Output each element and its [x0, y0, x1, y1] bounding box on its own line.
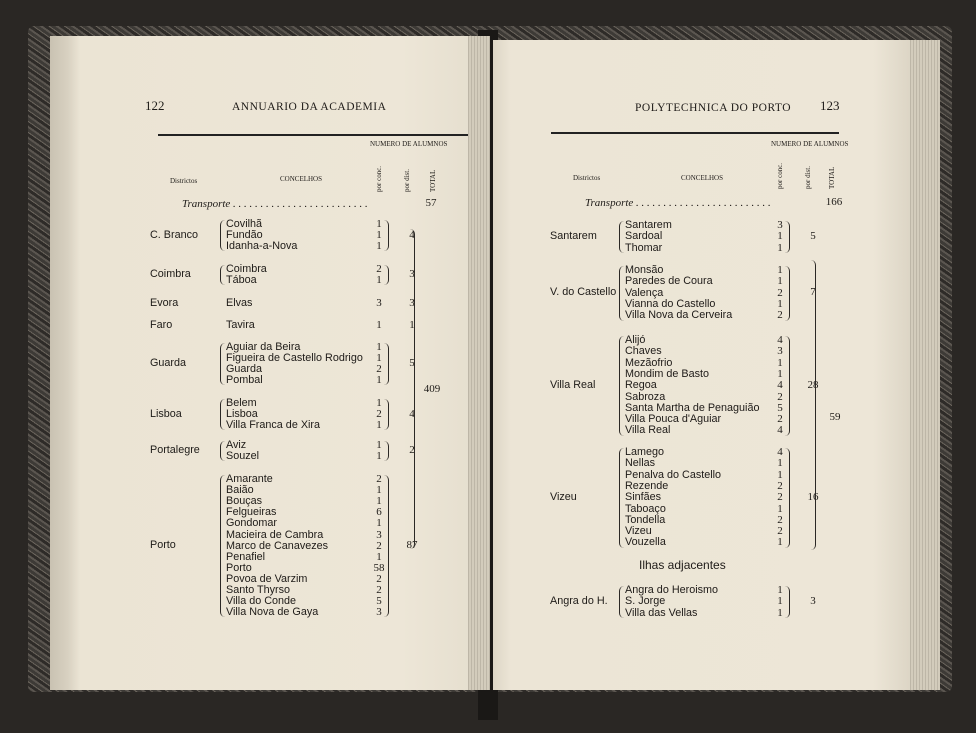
header-concelhos: CONCELHOS	[280, 175, 323, 183]
transporte-label: Transporte . . . . . . . . . . . . . . . . . . . . . . . . .	[182, 198, 368, 210]
concelho-count: 2	[777, 479, 783, 492]
concelho-count: 1	[376, 218, 382, 230]
concelho-count: 2	[376, 408, 382, 421]
concelho-count: 2	[777, 525, 783, 538]
count-brace	[785, 336, 790, 436]
concelho-name: Marco de Canavezes	[226, 539, 329, 552]
concelho-name: Táboa	[226, 274, 257, 287]
concelho-count: 4	[777, 446, 783, 458]
district-subtotal: 16	[807, 490, 819, 503]
concelho-name: Santa Martha de Penaguião	[625, 401, 760, 414]
concelho-name: Vouzella	[625, 536, 666, 549]
concelho-count: 1	[777, 275, 783, 288]
district-brace	[220, 265, 225, 285]
concelho-name: Lamego	[625, 446, 665, 458]
concelho-count: 2	[777, 513, 783, 526]
header-concelhos: CONCELHOS	[681, 174, 724, 182]
concelho-count: 1	[777, 356, 783, 369]
concelho-count: 2	[376, 572, 382, 585]
concelho-name: Bouças	[226, 495, 263, 508]
concelho-name: Aviz	[226, 439, 247, 451]
right-page	[493, 40, 940, 690]
count-brace	[384, 475, 389, 617]
running-head: ANNUARIO DA ACADEMIA	[232, 101, 387, 113]
concelho-count: 1	[376, 517, 382, 530]
district-subtotal: 5	[409, 357, 415, 370]
concelho-name: Santo Thyrso	[226, 584, 291, 596]
concelho-name: Povoa de Varzim	[226, 572, 308, 585]
count-brace	[384, 343, 389, 385]
concelho-count: 1	[376, 550, 382, 563]
concelho-name: Porto	[226, 561, 252, 574]
concelho-count: 6	[376, 506, 382, 519]
header-rule	[551, 132, 839, 134]
concelho-count: 1	[376, 352, 382, 365]
concelho-count: 1	[376, 374, 382, 387]
concelho-name: Amarante	[226, 473, 273, 485]
concelho-count: 1	[777, 230, 783, 243]
concelho-count: 58	[373, 561, 385, 574]
concelho-name: Idanha-a-Nova	[226, 240, 298, 253]
concelho-count: 2	[777, 309, 783, 322]
district-subtotal: 4	[409, 228, 415, 241]
concelho-count: 1	[376, 274, 382, 287]
concelho-name: Paredes de Coura	[625, 275, 713, 288]
concelho-count: 1	[376, 240, 382, 253]
count-brace	[785, 586, 790, 618]
transporte-value: 57	[425, 197, 437, 209]
concelho-count: 1	[376, 495, 382, 508]
district-name: Portalegre	[150, 444, 200, 457]
header-numero: NUMERO DE ALUMNOS	[771, 140, 849, 148]
concelho-name: Villa Real	[625, 424, 671, 437]
concelho-name: Coimbra	[226, 263, 267, 275]
concelho-name: Covilhã	[226, 218, 263, 230]
concelho-name: Thomar	[625, 241, 663, 254]
page-edges	[910, 40, 940, 690]
concelho-name: Belem	[226, 397, 257, 409]
transporte-value: 166	[825, 196, 843, 208]
total-brace	[811, 260, 816, 550]
header-districtos: Districtos	[573, 174, 601, 182]
concelho-name: Mezãofrio	[625, 356, 673, 369]
concelho-name: Penafiel	[226, 550, 266, 563]
page-number: 122	[145, 98, 165, 113]
concelho-count: 4	[777, 379, 783, 392]
district-brace	[619, 448, 624, 548]
count-brace	[785, 266, 790, 321]
concelho-name: Villa do Conde	[226, 595, 297, 608]
header-rule	[158, 134, 480, 136]
concelho-count: 1	[777, 297, 783, 310]
concelho-name: Baião	[226, 484, 254, 497]
district-name: V. do Castello	[550, 286, 617, 299]
district-subtotal: 5	[810, 229, 816, 242]
count-brace	[384, 399, 389, 430]
concelho-count: 2	[376, 539, 382, 552]
concelho-name: Taboaço	[625, 502, 666, 515]
header-total: TOTAL	[429, 169, 437, 192]
district-brace	[220, 220, 225, 251]
concelho-name: Aguiar da Beira	[226, 341, 301, 353]
district-subtotal: 1	[409, 318, 415, 331]
district-brace	[220, 343, 225, 385]
group-total: 59	[829, 411, 841, 423]
concelho-count: 1	[376, 229, 382, 242]
header-numero: NUMERO DE ALUMNOS	[370, 140, 448, 148]
concelho-name: S. Jorge	[625, 595, 666, 608]
concelho-count: 1	[777, 367, 783, 380]
concelho-name: Chaves	[625, 345, 662, 358]
district-brace	[220, 475, 225, 617]
district-subtotal: 3	[409, 296, 415, 309]
concelho-count: 1	[777, 606, 783, 619]
concelho-name: Penalva do Castello	[625, 468, 722, 481]
header-por-dist: por dist.	[403, 169, 411, 192]
concelho-count: 1	[777, 595, 783, 608]
transporte-label: Transporte . . . . . . . . . . . . . . . . . . . . . . . . .	[585, 197, 771, 209]
header-por-conc: por conc.	[776, 162, 784, 189]
concelho-count: 4	[777, 424, 783, 437]
concelho-count: 1	[777, 584, 783, 596]
district-name: Evora	[150, 296, 179, 309]
concelho-count: 3	[376, 606, 382, 619]
header-districtos: Districtos	[170, 177, 198, 185]
count-brace	[384, 265, 389, 285]
concelho-count: 1	[777, 457, 783, 470]
concelho-count: 3	[777, 345, 783, 358]
concelho-name: Souzel	[226, 450, 260, 463]
concelho-name: Fundão	[226, 229, 263, 242]
district-name: Villa Real	[550, 378, 596, 391]
district-brace	[619, 336, 624, 436]
concelho-count: 2	[777, 390, 783, 403]
concelho-count: 3	[777, 219, 783, 231]
concelho-name: Regoa	[625, 379, 657, 392]
district-name: Faro	[150, 318, 173, 331]
concelho-name: Pombal	[226, 374, 263, 387]
concelho-name: Nellas	[625, 457, 656, 470]
concelho-count: 2	[376, 363, 382, 376]
concelho-count: 2	[777, 413, 783, 426]
count-brace	[785, 448, 790, 548]
concelho-count: 1	[777, 502, 783, 515]
left-page	[50, 36, 490, 690]
district-name: Lisboa	[150, 407, 182, 420]
concelho-name: Gondomar	[226, 517, 278, 530]
concelho-name: Monsão	[625, 264, 664, 276]
district-subtotal: 3	[810, 594, 816, 607]
concelho-count: 2	[376, 584, 382, 596]
concelho-name: Alijó	[625, 334, 646, 346]
district-name: Angra do H.	[550, 594, 608, 607]
concelho-name: Vianna do Castello	[625, 297, 716, 310]
district-brace	[619, 221, 624, 253]
concelho-count: 5	[777, 401, 783, 414]
district-brace	[220, 399, 225, 430]
concelho-name: Sardoal	[625, 230, 663, 243]
page-edges	[468, 36, 490, 690]
district-name: Porto	[150, 539, 176, 552]
concelho-name: Santarem	[625, 219, 672, 231]
concelho-name: Sinfães	[625, 491, 662, 504]
ilhas-heading: Ilhas adjacentes	[639, 558, 726, 572]
concelho-name: Villa Franca de Xira	[226, 419, 321, 432]
district-brace	[220, 441, 225, 461]
concelho-count: 1	[777, 241, 783, 254]
concelho-count: 2	[376, 473, 382, 485]
concelho-count: 1	[376, 319, 382, 331]
concelho-name: Felgueiras	[226, 506, 277, 519]
concelho-name: Macieira de Cambra	[226, 528, 324, 541]
concelho-count: 1	[777, 468, 783, 481]
concelho-name: Villa Nova da Cerveira	[625, 309, 733, 322]
running-head: POLYTECHNICA DO PORTO	[635, 102, 792, 114]
concelho-count: 1	[777, 264, 783, 276]
concelho-count: 2	[376, 263, 382, 275]
district-brace	[619, 266, 624, 321]
header-por-conc: por conc.	[375, 165, 383, 192]
concelho-count: 1	[376, 484, 382, 497]
concelho-name: Rezende	[625, 479, 669, 492]
concelho-name: Angra do Heroismo	[625, 584, 719, 596]
concelho-name: Villa Nova de Gaya	[226, 606, 319, 619]
count-brace	[384, 220, 389, 251]
concelho-count: 1	[376, 341, 382, 353]
district-brace	[619, 586, 624, 618]
concelho-count: 2	[777, 491, 783, 504]
concelho-name: Elvas	[226, 297, 253, 309]
concelho-count: 1	[376, 419, 382, 432]
concelho-count: 1	[376, 439, 382, 451]
concelho-name: Lisboa	[226, 408, 258, 421]
concelho-name: Villa das Vellas	[625, 606, 698, 619]
district-name: Guarda	[150, 357, 187, 370]
concelho-name: Tavira	[226, 319, 255, 331]
district-name: Coimbra	[150, 268, 191, 281]
district-subtotal: 2	[409, 444, 415, 457]
district-name: Santarem	[550, 229, 597, 242]
concelho-count: 2	[777, 286, 783, 299]
concelho-name: Vizeu	[625, 525, 652, 538]
concelho-count: 1	[777, 536, 783, 549]
count-brace	[785, 221, 790, 253]
concelho-name: Figueira de Castello Rodrigo	[226, 352, 363, 365]
concelho-name: Valença	[625, 286, 664, 299]
district-subtotal: 87	[406, 539, 418, 552]
concelho-count: 3	[376, 528, 382, 541]
header-por-dist: por dist.	[804, 166, 812, 189]
district-subtotal: 4	[409, 407, 415, 420]
header-total: TOTAL	[828, 166, 836, 189]
total-brace	[410, 229, 415, 549]
concelho-count: 1	[376, 397, 382, 409]
concelho-name: Villa Pouca d'Aguiar	[625, 413, 722, 426]
concelho-name: Tondella	[625, 513, 666, 526]
concelho-name: Guarda	[226, 363, 263, 376]
concelho-count: 3	[376, 297, 382, 309]
concelho-count: 4	[777, 334, 783, 346]
count-brace	[384, 441, 389, 461]
district-name: C. Branco	[150, 228, 199, 241]
concelho-name: Mondim de Basto	[625, 367, 710, 380]
district-subtotal: 3	[409, 268, 415, 281]
concelho-count: 1	[376, 450, 382, 463]
district-name: Vizeu	[550, 490, 577, 503]
concelho-name: Sabroza	[625, 390, 666, 403]
page-number: 123	[820, 98, 840, 113]
group-total: 409	[423, 383, 441, 395]
district-subtotal: 7	[810, 286, 816, 299]
district-subtotal: 28	[807, 378, 819, 391]
concelho-count: 5	[376, 595, 382, 608]
